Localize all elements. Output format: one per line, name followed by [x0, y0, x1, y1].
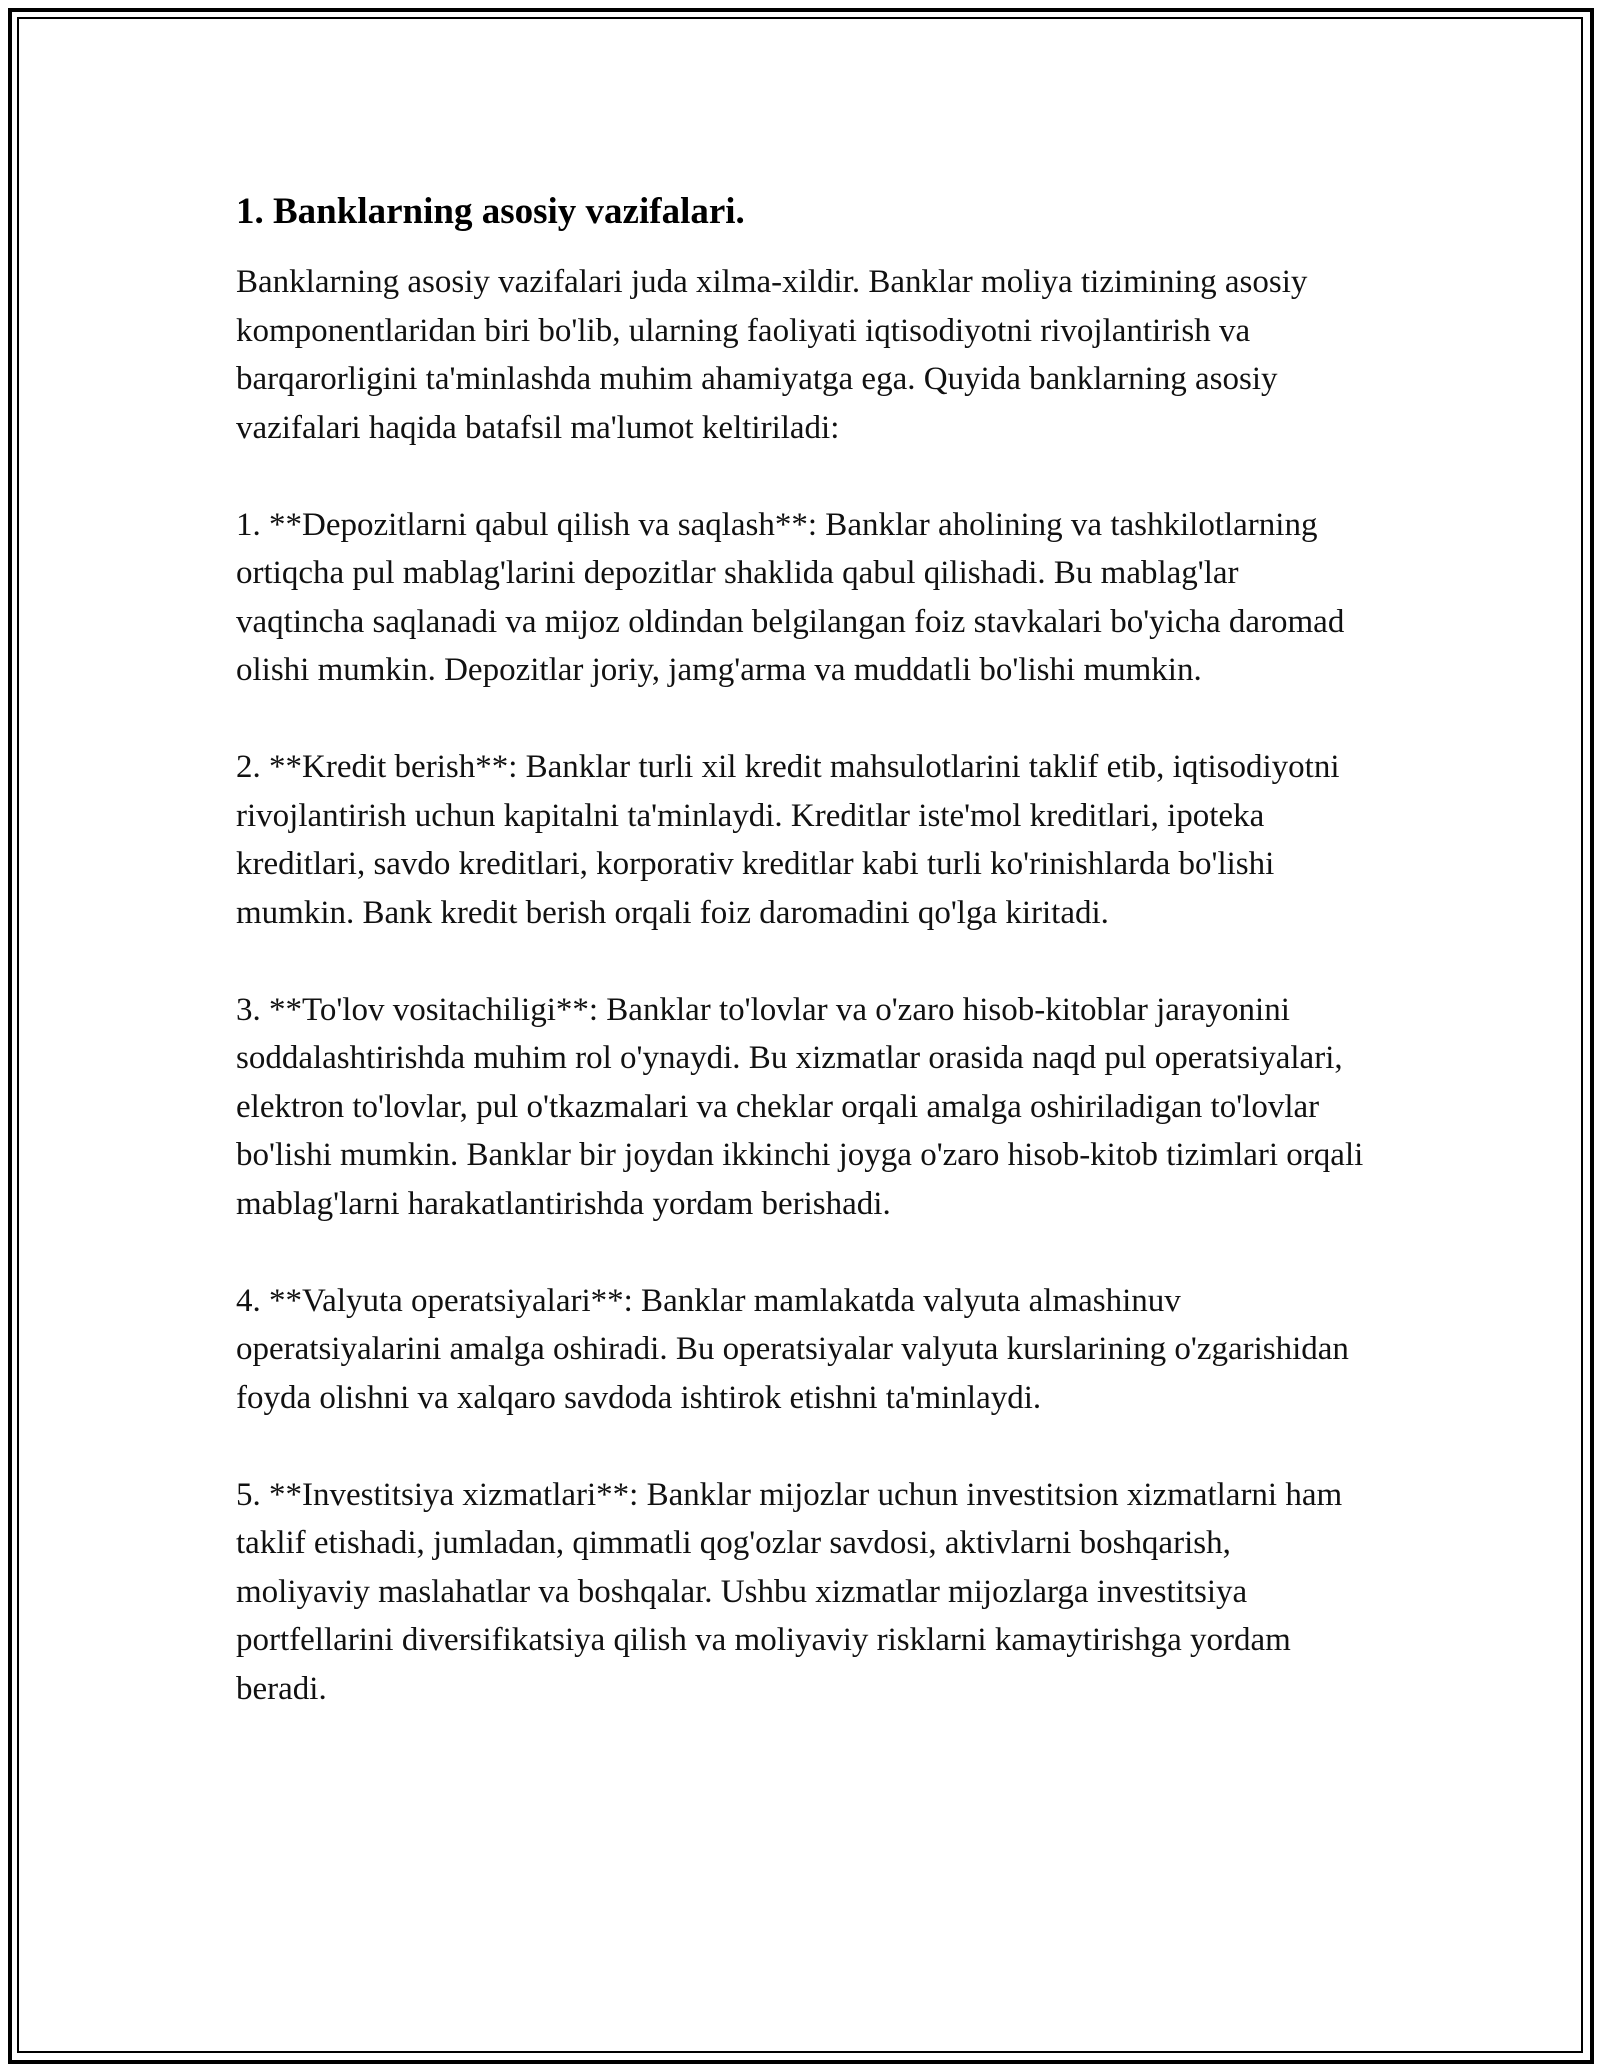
intro-paragraph: Banklarning asosiy vazifalari juda xilma-xildir. Banklar moliya tizimining asosiy komponentlaridan biri bo'lib, ularning faoliyati iqtisodiyotni rivojlantirish va barqarorligini ta'minlashda muhim ahamiyatga ega. Quyida banklarning asosiy vazifalari haqida batafsil ma'lumot keltiriladi:: [236, 264, 1308, 446]
section-heading: 1. Banklarning asosiy vazifalari.: [236, 191, 745, 232]
paragraph-payments: 3. **To'lov vositachiligi**: Banklar to'lovlar va o'zaro hisob-kitoblar jarayonini soddalashtirishda muhim rol o'ynaydi. Bu xizmatlar orasida naqd pul operatsiyalari, elektron to'lovlar, pul o'tkazmalari va cheklar orqali amalga oshiriladigan to'lovlar bo'lishi mumkin. Banklar bir joydan ikkinchi joyga o'zaro hisob-kitob tizimlari orqali mablag'larni harakatlantirishda yordam berishadi.: [236, 991, 1364, 1222]
paragraph-investment: 5. **Investitsiya xizmatlari**: Banklar mijozlar uchun investitsion xizmatlarni ham taklif etishadi, jumladan, qimmatli qog'ozlar savdosi, aktivlarni boshqarish, moliyaviy maslahatlar va boshqalar. Ushbu xizmatlar mijozlarga investitsiya portfellarini diversifikatsiya qilish va moliyaviy risklarni kamaytirishga yordam beradi.: [236, 1476, 1343, 1707]
document-body: [236, 186, 1366, 1713]
paragraph-credit: 2. **Kredit berish**: Banklar turli xil kredit mahsulotlarini taklif etib, iqtisodiyotni rivojlantirish uchun kapitalni ta'minlaydi. Kreditlar iste'mol kreditlari, ipoteka kreditlari, savdo kreditlari, korporativ kreditlar kabi turli ko'rinishlarda bo'lishi mumkin. Bank kredit berish orqali foiz daromadini qo'lga kiritadi.: [236, 749, 1340, 931]
paragraph-deposits: 1. **Depozitlarni qabul qilish va saqlash**: Banklar aholining va tashkilotlarning ortiqcha pul mablag'larini depozitlar shaklida qabul qilishadi. Bu mablag'lar vaqtincha saqlanadi va mijoz oldindan belgilangan foiz stavkalari bo'yicha daromad olishi mumkin. Depozitlar joriy, jamg'arma va muddatli bo'lishi mumkin.: [236, 506, 1345, 688]
paragraph-currency: 4. **Valyuta operatsiyalari**: Banklar mamlakatda valyuta almashinuv operatsiyalarini amalga oshiradi. Bu operatsiyalar valyuta kurslarining o'zgarishidan foyda olishni va xalqaro savdoda ishtirok etishni ta'minlaydi.: [236, 1282, 1349, 1416]
